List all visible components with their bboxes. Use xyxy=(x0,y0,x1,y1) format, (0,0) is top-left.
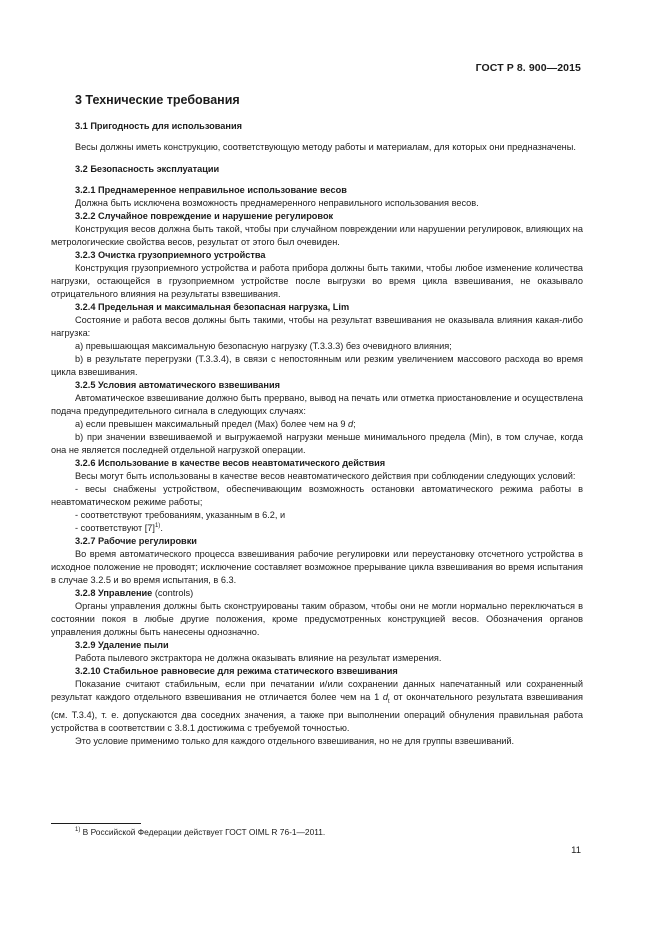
dash-item-1: - весы снабжены устройством, обеспечивающим возможность остановки автоматического режима работы в неавтоматическом режиме работы; xyxy=(51,484,583,507)
heading-3-2-10: 3.2.10 Стабильное равновесие для режима статического взвешивания xyxy=(75,666,398,676)
heading-3-2-9: 3.2.9 Удаление пыли xyxy=(75,640,169,650)
text-3-2-5: Автоматическое взвешивание должно быть прервано, вывод на печать или отметка приостановление и осуществлена подача предупредительного сигнала в следующих случаях: xyxy=(51,393,583,416)
text-3-2-9: Работа пылевого экстрактора не должна оказывать влияние на результат измерения. xyxy=(75,653,442,663)
dash-item-3: - соответствуют $[7]^{1)}$. xyxy=(75,522,163,533)
item-3-2-4-a: а) превышающая максимальную безопасную нагрузку (Т.3.3.3) без очевидного влияния; xyxy=(75,341,452,351)
heading-3-2-5: 3.2.5 Условия автоматического взвешивания xyxy=(75,380,280,390)
item-3-2-5-b: b) при значении взвешиваемой и выгружаемой нагрузки меньше минимального предела (Min), в том случае, когда она не является последней отдельной нагрузкой операции. xyxy=(51,432,583,455)
footnote-divider xyxy=(51,823,141,824)
heading-3-2: 3.2 Безопасность эксплуатации xyxy=(75,164,220,174)
heading-3-2-8: 3.2.8 Управление (controls) xyxy=(75,588,194,598)
heading-3-2-1: 3.2.1 Преднамеренное неправильное использование весов xyxy=(75,185,347,195)
text-3-2-3: Конструкция грузоприемного устройства и работа прибора должны быть такими, чтобы любое изменение количества нагрузки, остающейся в грузоприемном устройстве после выгрузки во время цикла взвешивания, не оказывало отрицательного влияния на результаты взвешивания. xyxy=(51,263,583,299)
text-3-2-2: Конструкция весов должна быть такой, чтобы при случайном повреждении или нарушении регулировок, влияющих на метрологические свойства весов, результат от этого был очевиден. xyxy=(51,224,583,247)
page-content xyxy=(51,92,583,748)
footnote: $^{1)}$ В Российской Федерации действует ГОСТ OIML R 76-1—2011. xyxy=(75,827,326,837)
item-3-2-4-b: b) в результате перегрузки (Т.3.3.4), в связи с непостоянным или резким увеличением массового расхода во время цикла взвешивания. xyxy=(51,354,583,377)
text-3-2-10-note: Это условие применимо только для каждого отдельного взвешивания, но не для группы взвешиваний. xyxy=(75,735,515,746)
text-3-1: Весы должны иметь конструкцию, соответствующую методу работы и материалам, для которых они предназначены. xyxy=(75,142,576,152)
text-3-2-1: Должна быть исключена возможность преднамеренного неправильного использования весов. xyxy=(75,198,479,208)
text-3-2-8: Органы управления должны быть сконструированы таким образом, чтобы они не могли нормально переключаться в состоянии покоя в любые другие положения, кроме предусмотренных конструкцией весов. Обозначения органов управления должны быть нанесены однозначно. xyxy=(51,601,583,637)
section-title: 3 Технические требования xyxy=(75,93,240,107)
heading-3-2-3: 3.2.3 Очистка грузоприемного устройства xyxy=(75,250,266,260)
dash-item-2: - соответствуют требованиям, указанным в 6.2, и xyxy=(75,510,286,520)
heading-3-2-2: 3.2.2 Случайное повреждение и нарушение регулировок xyxy=(75,211,334,221)
text-3-2-7: Во время автоматического процесса взвешивания рабочие регулировки или переустановку отсчетного устройства в исходное положение не проводят; исключение составляет возможное прерывание цикла взвешивания во время испытания в случае 3.2.5 и во время испытания, в 6.3. xyxy=(51,549,583,585)
text-3-2-4: Состояние и работа весов должны быть такими, чтобы на результат взвешивания не оказывала влияния какая-либо нагрузка: xyxy=(51,315,583,338)
heading-3-1: 3.1 Пригодность для использования xyxy=(75,121,242,131)
footnote-ref: 1) xyxy=(154,522,161,529)
heading-3-2-6: 3.2.6 Использование в качестве весов неавтоматического действия xyxy=(75,458,386,468)
page-number: 11 xyxy=(571,845,581,856)
item-3-2-5-a: а) если превышен максимальный предел (Max) более чем на 9 d; xyxy=(75,419,356,429)
document-id-header: ГОСТ Р 8. 900—2015 xyxy=(475,62,581,74)
text-3-2-6: Весы могут быть использованы в качестве весов неавтоматического действия при соблюдении следующих условий: xyxy=(75,471,576,481)
heading-3-2-4: 3.2.4 Предельная и максимальная безопасная нагрузка, Lim xyxy=(75,302,350,312)
text-3-2-10: Показание считают стабильным, если при печатании и/или сохранении данных напечатанный или сохраненный результат каждого отдельного взвешивания не отличается более чем на 1 $d_t$ от окончательного результата взвешивания (см. Т.3.4), т. е. допускаются два соседних значения, а также при выполнении операций обнуления правильная работа устройства в соответствии с 3.8.1 достижима с требуемой точностью. xyxy=(51,679,583,733)
heading-3-2-7: 3.2.7 Рабочие регулировки xyxy=(75,536,197,546)
